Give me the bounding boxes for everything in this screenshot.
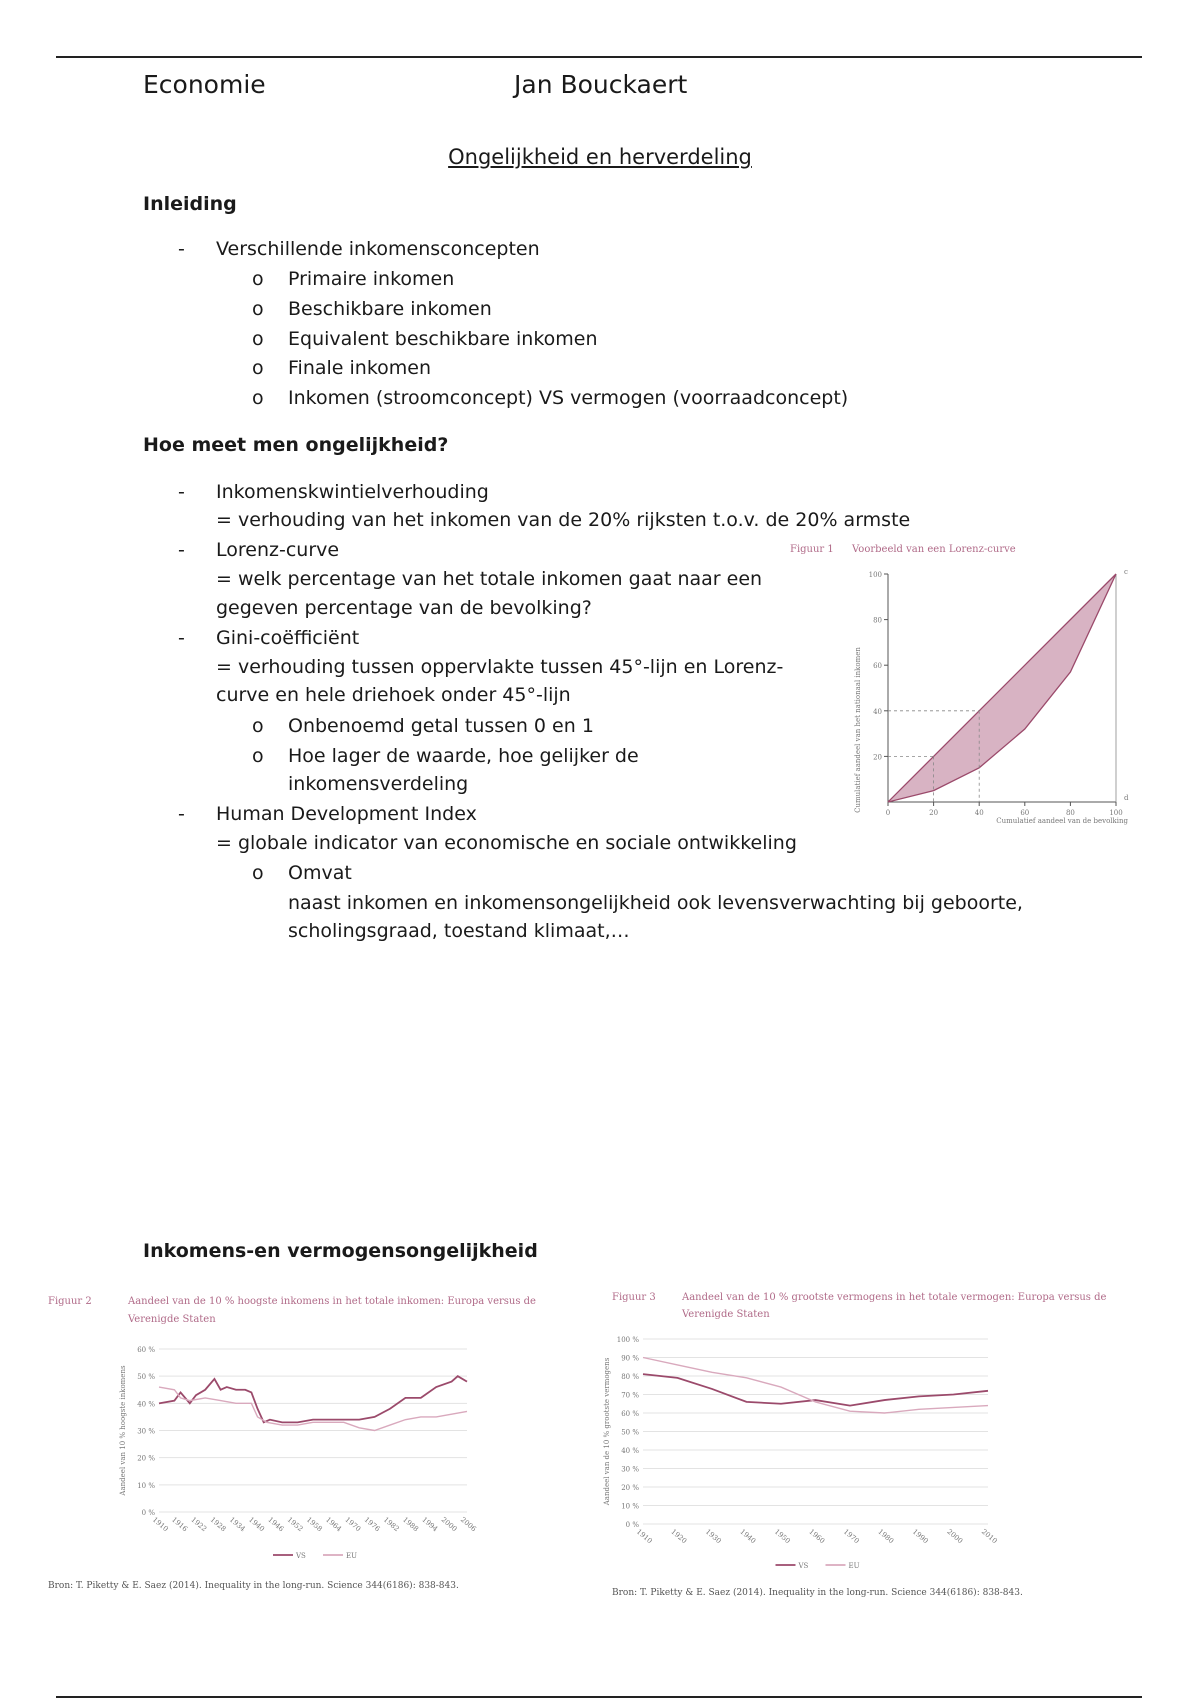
intro-subitem: Inkomen (stroomconcept) VS vermogen (voorraadconcept) — [288, 387, 849, 409]
x-tick-label: 1958 — [304, 1515, 324, 1534]
gini-subitem: Hoe lager de waarde, hoe gelijker de — [288, 745, 639, 767]
series-line-vs — [159, 1376, 467, 1422]
intro-subitem: Beschikbare inkomen — [288, 298, 492, 320]
intro-subitem: Primaire inkomen — [288, 268, 455, 290]
x-tick-label: 80 — [1065, 809, 1075, 817]
y-tick-label: 30 % — [137, 1427, 155, 1436]
x-tick-label: 1910 — [150, 1515, 170, 1534]
legend-label: VS — [296, 1552, 306, 1560]
income-share-chart — [44, 1286, 564, 1581]
y-tick-label: 20 % — [137, 1454, 155, 1463]
bullet-dash: - — [178, 803, 185, 825]
x-tick-label: 2010 — [979, 1527, 999, 1546]
gini-label: Gini-coëfficiënt — [216, 627, 360, 649]
intro-subitem: Equivalent beschikbare inkomen — [288, 328, 598, 350]
legend-label: EU — [346, 1552, 358, 1560]
fig2-title: Verenigde Staten — [128, 1314, 216, 1325]
x-tick-label: 1982 — [381, 1515, 401, 1534]
fig3-source: Bron: T. Piketty & E. Saez (2014). Inequality in the long-run. Science 344(6186): 838-843. — [612, 1588, 1023, 1598]
x-tick-label: 1930 — [703, 1527, 723, 1546]
y-tick-label: 20 % — [621, 1484, 639, 1492]
heading-inequality: Inkomens-en vermogensongelijkheid — [143, 1240, 538, 1262]
x-tick-label: 1980 — [876, 1527, 896, 1546]
y-tick-label: 80 — [873, 616, 882, 625]
y-tick-label: 60 % — [137, 1346, 155, 1354]
y-tick-label: 100 — [868, 571, 882, 579]
bullet-dash: - — [178, 481, 185, 503]
x-tick-label: 2006 — [458, 1515, 478, 1534]
y-tick-label: 50 % — [621, 1428, 639, 1437]
lorenz-definition: gegeven percentage van de bevolking? — [216, 597, 592, 619]
fig2-title: Aandeel van de 10 % hoogste inkomens in het totale inkomen: Europa versus de — [128, 1296, 536, 1307]
x-tick-label: 1950 — [772, 1527, 792, 1546]
x-tick-label: 1990 — [910, 1527, 930, 1546]
bullet-circle: o — [252, 268, 264, 290]
lorenz-label: Lorenz-curve — [216, 539, 340, 561]
x-tick-label: 1934 — [227, 1515, 247, 1534]
y-tick-label: 40 % — [621, 1447, 639, 1455]
gini-subitem: Onbenoemd getal tussen 0 en 1 — [288, 715, 594, 737]
fig1-corner-c: c — [1124, 568, 1128, 576]
quintile-definition: = verhouding van het inkomen van de 20% rijksten t.o.v. de 20% armste — [216, 509, 911, 531]
x-tick-label: 1964 — [324, 1515, 343, 1534]
equality-line — [888, 574, 1116, 802]
y-tick-label: 60 % — [621, 1410, 639, 1418]
y-tick-label: 40 % — [137, 1400, 155, 1409]
fig3-title: Verenigde Staten — [682, 1309, 770, 1320]
bullet-circle: o — [252, 298, 264, 320]
bullet-dash: - — [178, 238, 185, 260]
bullet-dash: - — [178, 627, 185, 649]
series-line-eu — [643, 1358, 988, 1414]
x-tick-label: 40 — [974, 809, 984, 817]
lorenz-chart — [780, 540, 1140, 835]
y-tick-label: 20 — [873, 753, 882, 762]
bullet-circle: o — [252, 328, 264, 350]
x-tick-label: 0 — [885, 809, 891, 817]
y-axis-label: Aandeel van de 10 % grootste vermogens — [603, 1357, 611, 1506]
gini-definition: curve en hele driehoek onder 45°-lijn — [216, 684, 571, 706]
x-tick-label: 20 — [929, 809, 939, 817]
x-tick-label: 1952 — [285, 1515, 305, 1534]
y-tick-label: 80 % — [621, 1373, 639, 1381]
y-tick-label: 0 % — [141, 1509, 155, 1517]
bullet-circle: o — [252, 862, 264, 884]
bottom-rule — [56, 1696, 1142, 1698]
gini-subitem: inkomensverdeling — [288, 773, 469, 795]
bullet-circle: o — [252, 715, 264, 737]
x-tick-label: 1988 — [401, 1515, 420, 1534]
intro-subitem: Finale inkomen — [288, 357, 432, 379]
x-tick-label: 2000 — [439, 1515, 459, 1534]
y-tick-label: 40 — [873, 707, 882, 716]
x-tick-label: 1922 — [189, 1515, 209, 1534]
x-tick-label: 2000 — [945, 1527, 965, 1546]
y-tick-label: 60 — [873, 662, 882, 671]
hdi-subitem: Omvat — [288, 862, 352, 884]
header-subject: Economie — [143, 70, 266, 99]
x-tick-label: 60 — [1020, 809, 1030, 817]
y-tick-label: 30 % — [621, 1465, 639, 1474]
quintile-label: Inkomenskwintielverhouding — [216, 481, 489, 503]
bullet-circle: o — [252, 387, 264, 409]
wealth-share-chart — [603, 1286, 1130, 1586]
hdi-label: Human Development Index — [216, 803, 477, 825]
fig1-ylabel: Cumulatief aandeel van het nationaal inkomen — [854, 647, 862, 813]
x-tick-label: 1970 — [343, 1515, 363, 1534]
hdi-definition: = globale indicator van economische en sociale ontwikkeling — [216, 832, 797, 854]
fig3-title: Aandeel van de 10 % grootste vermogens in het totale vermogen: Europa versus de — [682, 1292, 1107, 1303]
y-axis-label: Aandeel van 10 % hoogste inkomens — [119, 1365, 127, 1496]
bullet-dash: - — [178, 539, 185, 561]
fig1-label: Figuur 1 — [790, 544, 834, 555]
x-tick-label: 1960 — [807, 1527, 827, 1546]
heading-intro: Inleiding — [143, 193, 237, 215]
intro-item: Verschillende inkomensconcepten — [216, 238, 540, 260]
y-tick-label: 70 % — [621, 1391, 639, 1400]
x-tick-label: 1916 — [170, 1515, 189, 1534]
y-tick-label: 90 % — [621, 1354, 639, 1363]
legend-label: EU — [848, 1562, 860, 1570]
bullet-circle: o — [252, 357, 264, 379]
y-tick-label: 100 % — [616, 1336, 639, 1344]
hdi-subtext: scholingsgraad, toestand klimaat,… — [288, 920, 630, 942]
x-tick-label: 1970 — [841, 1527, 861, 1546]
y-tick-label: 10 % — [621, 1502, 639, 1511]
x-tick-label: 1994 — [420, 1515, 440, 1534]
x-tick-label: 1910 — [634, 1527, 654, 1546]
x-tick-label: 1946 — [266, 1515, 286, 1534]
fig3-label: Figuur 3 — [612, 1292, 656, 1303]
y-tick-label: 10 % — [137, 1481, 155, 1490]
fig2-source: Bron: T. Piketty & E. Saez (2014). Inequality in the long-run. Science 344(6186): 838-843. — [48, 1581, 459, 1591]
page-title: Ongelijkheid en herverdeling — [448, 145, 752, 169]
header-author: Jan Bouckaert — [514, 70, 688, 99]
bullet-circle: o — [252, 745, 264, 767]
top-rule — [56, 56, 1142, 58]
heading-measure: Hoe meet men ongelijkheid? — [143, 434, 449, 456]
x-tick-label: 100 — [1109, 809, 1123, 817]
x-tick-label: 1940 — [738, 1527, 758, 1546]
gini-definition: = verhouding tussen oppervlakte tussen 45°-lijn en Lorenz- — [216, 656, 784, 678]
legend-label: VS — [798, 1562, 809, 1570]
fig2-label: Figuur 2 — [48, 1296, 92, 1307]
hdi-subtext: naast inkomen en inkomensongelijkheid ook levensverwachting bij geboorte, — [288, 892, 1023, 914]
x-tick-label: 1940 — [247, 1515, 266, 1534]
series-line-vs — [643, 1374, 988, 1405]
fig1-title: Voorbeeld van een Lorenz-curve — [852, 544, 1016, 555]
x-tick-label: 1928 — [208, 1515, 228, 1534]
lorenz-definition: = welk percentage van het totale inkomen gaat naar een — [216, 568, 763, 590]
fig1-corner-d: d — [1124, 794, 1129, 802]
x-tick-label: 1920 — [669, 1527, 689, 1546]
x-tick-label: 1976 — [362, 1515, 382, 1534]
series-line-eu — [159, 1387, 467, 1430]
fig1-xlabel: Cumulatief aandeel van de bevolking — [996, 817, 1128, 825]
y-tick-label: 50 % — [137, 1373, 155, 1382]
y-tick-label: 0 % — [625, 1521, 639, 1529]
